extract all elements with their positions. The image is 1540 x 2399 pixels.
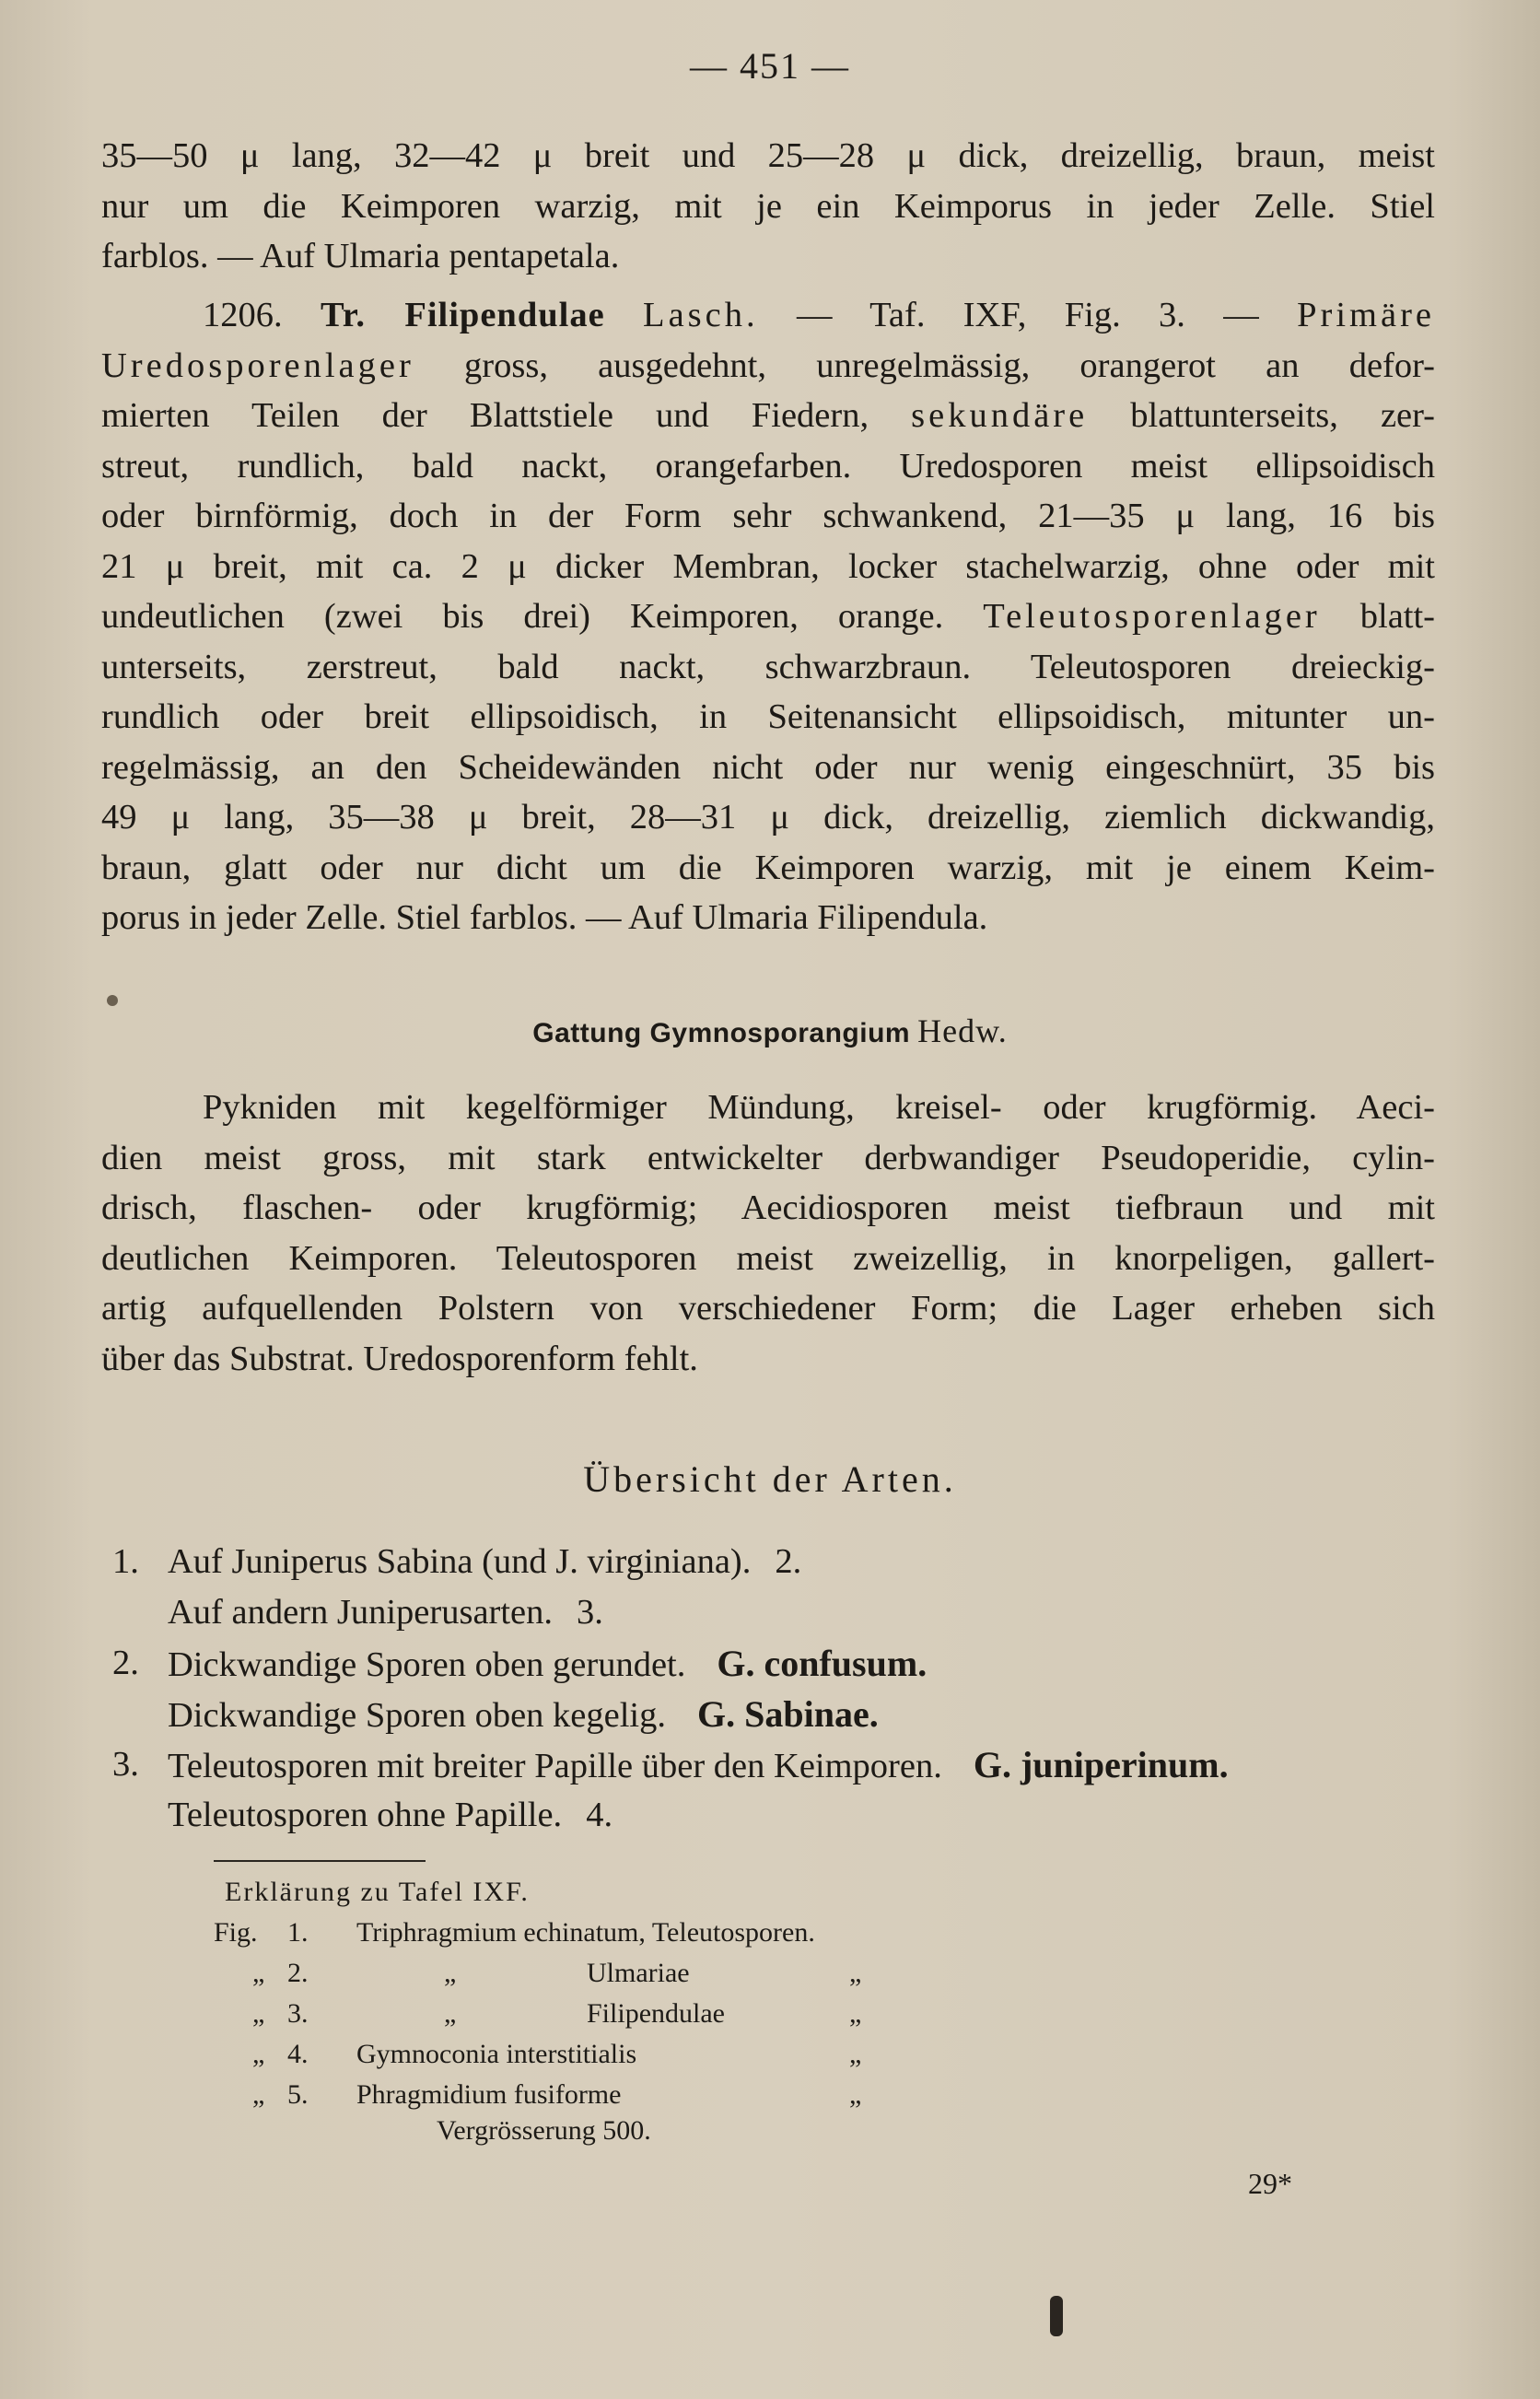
text-run: — Taf. IXF, Fig. 3. — — [758, 296, 1298, 334]
footnote-rule — [214, 1860, 426, 1862]
legend-text: Ulmariae — [587, 1958, 690, 1988]
key-species-result: G. juniperinum. — [973, 1744, 1229, 1785]
legend-text: Filipendulae — [587, 1998, 725, 2029]
text-line — [101, 341, 1435, 392]
key-species-result: G. confusum. — [717, 1643, 928, 1684]
species-description-filipendulae — [101, 290, 1435, 943]
text-line — [101, 743, 1435, 793]
text-run: Pykniden mit kegelförmiger Mündung, kreisel- oder krugförmig. Aeci- — [203, 1088, 1435, 1127]
genus-author: Hedw. — [917, 1012, 1008, 1049]
spaced-term: Uredosporenlager — [101, 345, 414, 385]
text-run: blattunterseits, zer- — [1088, 396, 1435, 435]
text-run: regelmässig, an den Scheidewänden nicht oder nur wenig eingeschnürt, 35 bis — [101, 747, 1435, 787]
key-text: Teleutosporen ohne Papille. — [168, 1796, 563, 1834]
spaced-term: Primäre — [1297, 296, 1435, 334]
key-row — [112, 1537, 1446, 1587]
legend-row — [214, 2075, 862, 2115]
text-line — [101, 441, 1435, 492]
legend-fig-number: 1. — [287, 1917, 309, 1948]
key-row — [112, 1739, 1446, 1790]
key-lead — [168, 1790, 612, 1841]
legend-ditto-mark: „ — [849, 1998, 862, 2029]
legend-ditto-mark: „ — [444, 1958, 457, 1988]
key-title: Übersicht der Arten. — [583, 1458, 957, 1500]
legend-text: Phragmidium fusiforme — [356, 2079, 622, 2110]
genus-heading — [0, 1012, 1540, 1050]
text-run: rundlich oder breit ellipsoidisch, in Seitenansicht ellipsoidisch, mitunter un- — [101, 697, 1435, 736]
legend-fig-label: „ — [252, 2039, 265, 2069]
legend-fig-number: 5. — [287, 2079, 309, 2110]
key-lead — [168, 1689, 879, 1741]
text-run: gross, ausgedehnt, unregelmässig, orangerot an defor- — [414, 345, 1435, 385]
legend-text: Triphragmium echinatum, Teleutosporen. — [356, 1917, 815, 1948]
key-lead — [168, 1537, 801, 1587]
key-step-result: 2. — [775, 1542, 802, 1581]
text-line — [101, 591, 1435, 642]
key-lead — [168, 1739, 1229, 1792]
key-step-result: 3. — [577, 1593, 603, 1632]
legend-fig-number: 3. — [287, 1998, 309, 2029]
spaced-term: sekundäre — [911, 396, 1089, 435]
spaced-term: Lasch. — [643, 296, 759, 334]
text-line — [101, 792, 1435, 843]
text-run: mierten Teilen der Blattstiele und Fiedern, — [101, 396, 912, 435]
legend-row — [214, 1913, 815, 1953]
legend-fig-number: 2. — [287, 1958, 309, 1988]
legend-title: Erklärung zu Tafel IXF. — [225, 1877, 530, 1907]
key-row — [112, 1587, 1446, 1638]
key-row — [112, 1638, 1446, 1689]
text-line — [101, 1133, 1435, 1184]
text-run: undeutlichen (zwei bis drei) Keimporen, orange. — [101, 597, 984, 636]
ink-spot — [107, 995, 118, 1006]
text-run: drisch, flaschen- oder krugförmig; Aecidiosporen meist tiefbraun und mit — [101, 1188, 1435, 1227]
legend-enlargement: Vergrösserung 500. — [437, 2115, 651, 2146]
text-run: streut, rundlich, bald nackt, orangefarben. Uredosporen meist ellipsoidisch — [101, 446, 1435, 486]
plate-legend — [214, 1872, 862, 2115]
key-text: Teleutosporen mit breiter Papille über den Keimporen. — [168, 1747, 942, 1785]
text-line — [101, 642, 1435, 693]
text-run: dien meist gross, mit stark entwickelter derbwandiger Pseudoperidie, cylin- — [101, 1138, 1435, 1177]
legend-row — [214, 2034, 862, 2075]
text-run: 35—50 μ lang, 32—42 μ breit und 25—28 μ dick, dreizellig, braun, meist — [101, 136, 1435, 175]
legend-fig-label: „ — [252, 1958, 265, 1988]
text-line — [101, 1334, 1435, 1385]
key-text: Auf andern Juniperusarten. — [168, 1593, 554, 1632]
key-lead — [168, 1587, 603, 1638]
text-run: deutlichen Keimporen. Teleutosporen meist zweizellig, in knorpeligen, gallert- — [101, 1238, 1435, 1278]
text-run: nur um die Keimporen warzig, mit je ein Keimporus in jeder Zelle. Stiel — [101, 186, 1435, 226]
legend-fig-label: Fig. — [214, 1917, 258, 1948]
legend-ditto-mark: „ — [849, 1958, 862, 1988]
legend-ditto-mark: „ — [849, 2079, 862, 2110]
text-line — [101, 843, 1435, 894]
bold-species-name: Tr. Filipendulae — [320, 296, 605, 334]
key-lead — [168, 1638, 927, 1691]
key-species-result: G. Sabinae. — [697, 1693, 879, 1735]
text-line — [101, 181, 1435, 232]
text-run: blatt- — [1320, 597, 1435, 636]
text-run: unterseits, zerstreut, bald nackt, schwarzbraun. Teleutosporen dreieckig- — [101, 647, 1435, 686]
text-line — [101, 491, 1435, 542]
legend-fig-label: „ — [252, 2079, 265, 2110]
spaced-term: Teleutosporenlager — [983, 597, 1321, 636]
legend-text: Gymnoconia interstitialis — [356, 2039, 637, 2069]
text-line — [101, 1283, 1435, 1334]
text-run: 49 μ lang, 35—38 μ breit, 28—31 μ dick, dreizellig, ziemlich dickwandig, — [101, 798, 1435, 837]
text-run: oder birnförmig, doch in der Form sehr schwankend, 21—35 μ lang, 16 bis — [101, 497, 1435, 535]
text-line — [101, 131, 1435, 181]
text-line — [101, 692, 1435, 743]
text-line — [101, 893, 1435, 943]
species-description-continued — [101, 131, 1435, 282]
text-run: artig aufquellenden Polstern von verschiedener Form; die Lager erheben sich — [101, 1289, 1435, 1328]
text-run: 1206. — [203, 296, 321, 334]
text-run: porus in jeder Zelle. Stiel farblos. — Auf Ulmaria Filipendula. — [101, 898, 988, 937]
text-line — [101, 542, 1435, 592]
key-step-result: 4. — [586, 1796, 613, 1834]
text-line — [101, 1183, 1435, 1234]
genus-name: Gattung Gymnosporangium — [532, 1018, 911, 1048]
legend-row — [214, 1994, 862, 2034]
signature-mark: 29* — [1248, 2167, 1292, 2200]
text-run — [605, 296, 643, 334]
legend-row — [214, 1953, 862, 1994]
key-row — [112, 1689, 1446, 1739]
legend-ditto-mark: „ — [444, 1998, 457, 2029]
text-line — [101, 231, 1435, 282]
text-line — [101, 1082, 1435, 1133]
text-line — [101, 290, 1435, 341]
text-run: braun, glatt oder nur dicht um die Keimporen warzig, mit je einem Keim- — [101, 848, 1435, 887]
text-run: 21 μ breit, mit ca. 2 μ dicker Membran, locker stachelwarzig, ohne oder mit — [101, 546, 1435, 586]
page-number: — 451 — — [690, 45, 850, 87]
key-text: Dickwandige Sporen oben gerundet. — [168, 1645, 686, 1684]
key-number: 3. — [112, 1745, 139, 1784]
genus-description — [101, 1082, 1435, 1384]
key-number: 1. — [112, 1542, 139, 1581]
key-number: 2. — [112, 1644, 139, 1682]
species-key — [112, 1537, 1446, 1841]
key-row — [112, 1790, 1446, 1841]
text-run: über das Substrat. Uredosporenform fehlt. — [101, 1339, 698, 1378]
text-line — [101, 1234, 1435, 1284]
legend-fig-number: 4. — [287, 2039, 309, 2069]
legend-fig-label: „ — [252, 1998, 265, 2029]
text-run: farblos. — Auf Ulmaria pentapetala. — [101, 237, 620, 275]
key-text: Auf Juniperus Sabina (und J. virginiana). — [168, 1542, 752, 1581]
key-text: Dickwandige Sporen oben kegelig. — [168, 1696, 666, 1735]
ink-spot — [1050, 2296, 1063, 2336]
text-line — [101, 391, 1435, 441]
legend-ditto-mark: „ — [849, 2039, 862, 2069]
